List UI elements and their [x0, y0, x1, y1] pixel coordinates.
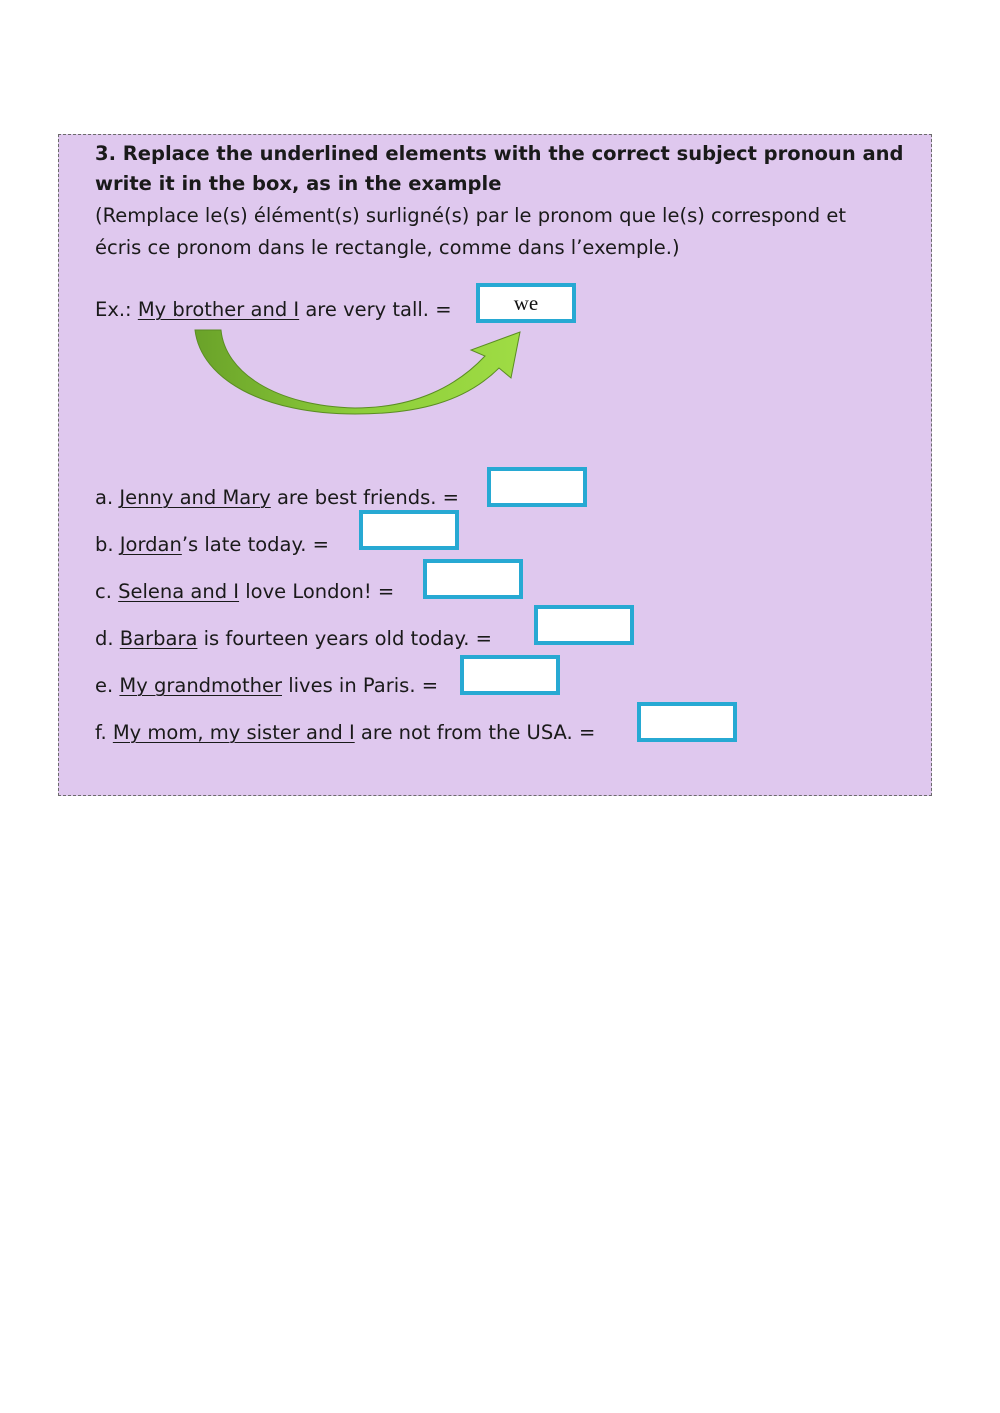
- item-a-sentence: [95, 486, 459, 510]
- item-a-answer-box[interactable]: [487, 467, 587, 507]
- item-d-answer-box[interactable]: [534, 605, 634, 645]
- item-d-sentence: [95, 627, 492, 651]
- translation-line-2: écris ce pronom dans le rectangle, comme dans l’exemple.): [95, 236, 680, 259]
- example-underlined: My brother and I: [137, 298, 300, 321]
- item-b-sentence: [95, 533, 329, 557]
- item-b-underlined: Jordan: [119, 533, 182, 556]
- item-b-prefix: b.: [95, 533, 120, 556]
- item-d-underlined: Barbara: [119, 627, 198, 650]
- exercise-title-line-2: write it in the box, as in the example: [95, 172, 502, 195]
- item-d-rest: is fourteen years old today. =: [197, 627, 492, 650]
- item-e-answer-box[interactable]: [460, 655, 560, 695]
- exercise-title-line-1: 3. Replace the underlined elements with the correct subject pronoun and: [95, 142, 904, 165]
- curved-arrow-icon: [185, 322, 535, 422]
- item-f-prefix: f.: [95, 721, 113, 744]
- item-f-answer-box[interactable]: [637, 702, 737, 742]
- example-prefix: Ex.:: [95, 298, 138, 321]
- item-a-prefix: a.: [95, 486, 120, 509]
- item-c-answer-box[interactable]: [423, 559, 523, 599]
- item-f-sentence: [95, 721, 595, 745]
- item-f-underlined: My mom, my sister and I: [112, 721, 355, 744]
- example-answer: we: [513, 290, 539, 315]
- item-b-rest: ’s late today. =: [181, 533, 329, 556]
- item-c-prefix: c.: [95, 580, 119, 603]
- item-a-underlined: Jenny and Mary: [119, 486, 271, 509]
- example-rest: are very tall. =: [299, 298, 452, 321]
- item-e-rest: lives in Paris. =: [282, 674, 439, 697]
- item-c-sentence: [95, 580, 394, 604]
- item-d-prefix: d.: [95, 627, 120, 650]
- example-sentence: [95, 298, 452, 322]
- item-c-rest: love London! =: [239, 580, 395, 603]
- item-b-answer-box[interactable]: [359, 510, 459, 550]
- item-e-prefix: e.: [95, 674, 120, 697]
- item-f-rest: are not from the USA. =: [354, 721, 596, 744]
- item-e-underlined: My grandmother: [119, 674, 282, 697]
- item-e-sentence: [95, 674, 438, 698]
- item-c-underlined: Selena and I: [118, 580, 240, 603]
- translation-line-1: (Remplace le(s) élément(s) surligné(s) par le pronom que le(s) correspond et: [95, 204, 846, 227]
- item-a-rest: are best friends. =: [270, 486, 460, 509]
- example-answer-box: [476, 283, 576, 323]
